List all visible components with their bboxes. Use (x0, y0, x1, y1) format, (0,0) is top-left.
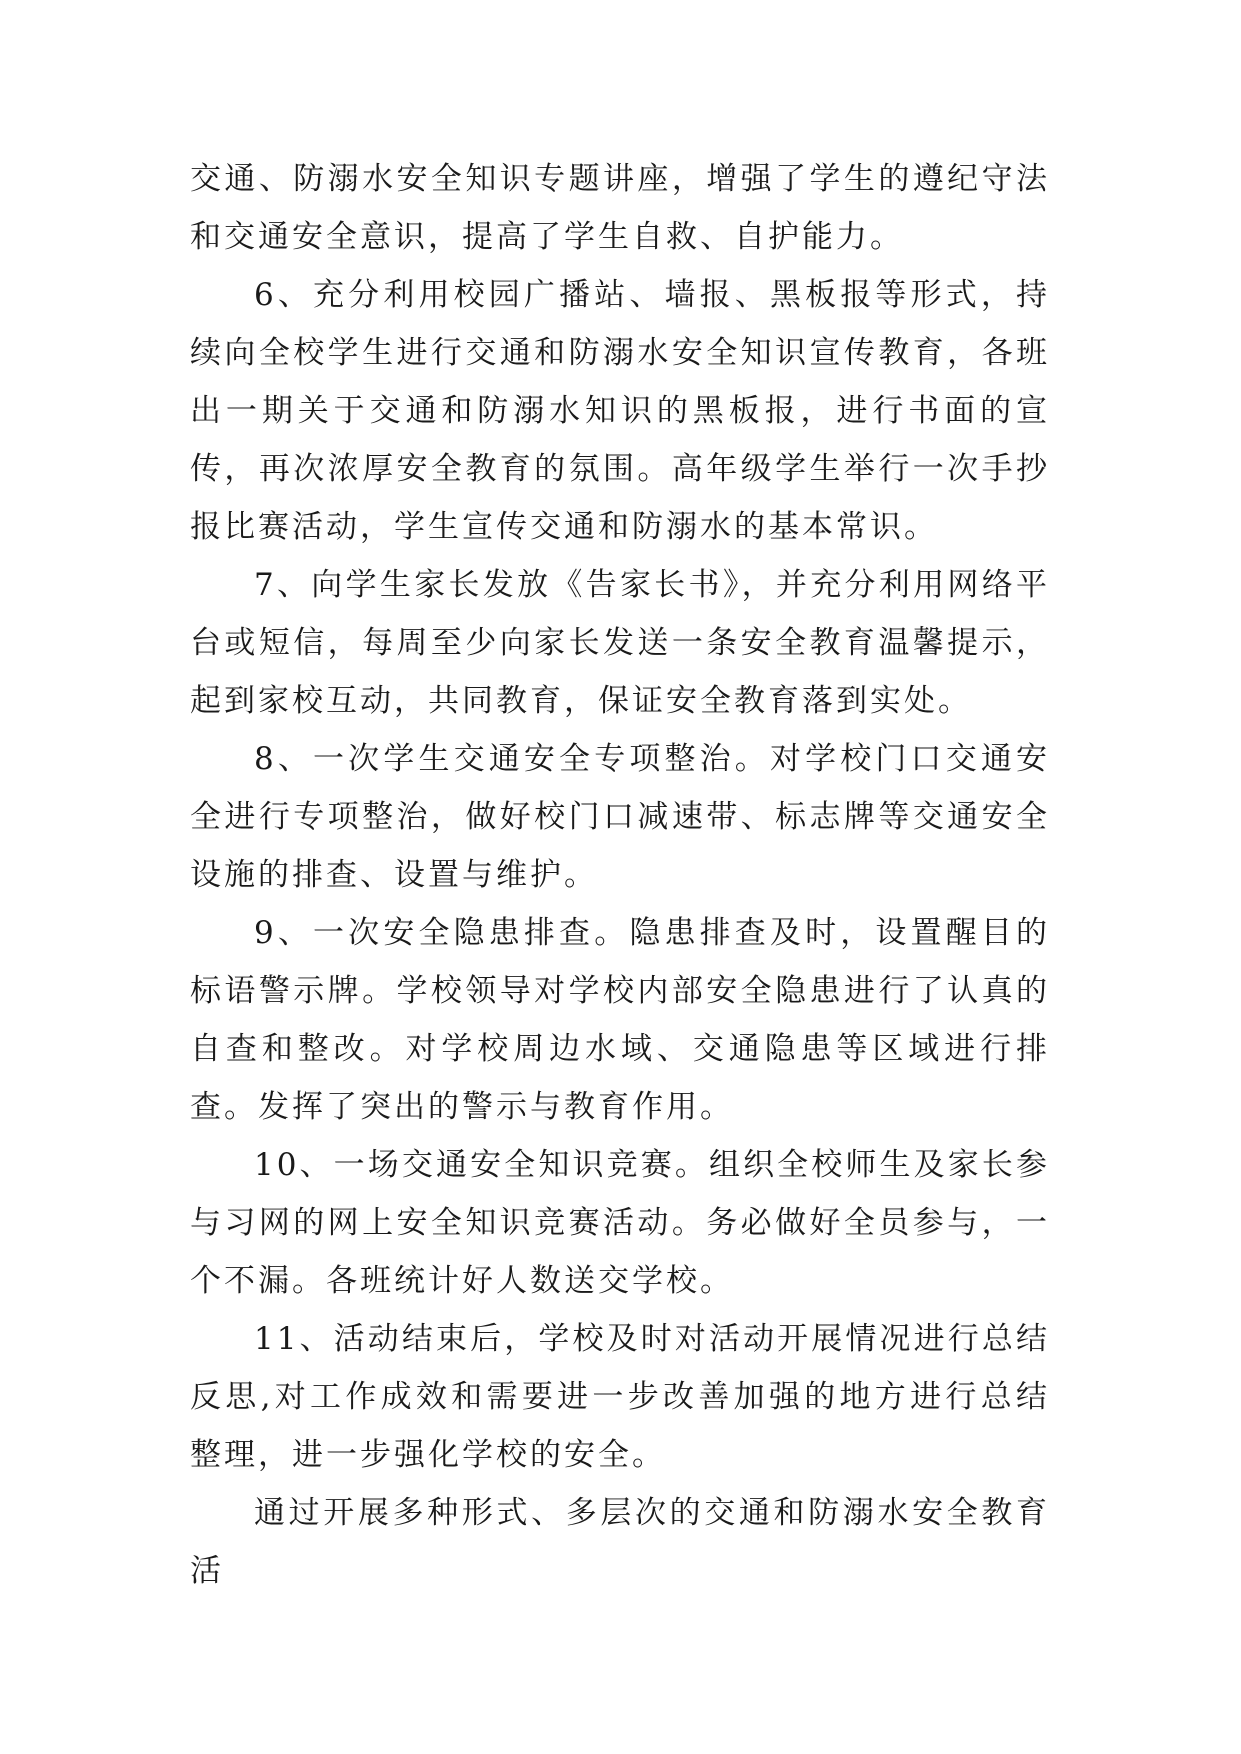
paragraph-item-7: 7、向学生家长发放《告家长书》，并充分利用网络平台或短信，每周至少向家长发送一条安全教育温馨提示，起到家校互动，共同教育，保证安全教育落到实处。 (190, 567, 1050, 719)
paragraph-continuation: 交通、防溺水安全知识专题讲座，增强了学生的遵纪守法和交通安全意识，提高了学生自救、自护能力。 (190, 161, 1050, 255)
paragraph-conclusion: 通过开展多种形式、多层次的交通和防溺水安全教育活 (190, 1495, 1050, 1589)
paragraph-item-6: 6、充分利用校园广播站、墙报、黑板报等形式，持续向全校学生进行交通和防溺水安全知识宣传教育，各班出一期关于交通和防溺水知识的黑板报，进行书面的宣传，再次浓厚安全教育的氛围。高年级学生举行一次手抄报比赛活动，学生宣传交通和防溺水的基本常识。 (190, 277, 1050, 545)
document-body (190, 150, 1050, 1600)
paragraph-item-11: 11、活动结束后，学校及时对活动开展情况进行总结反思,对工作成效和需要进一步改善加强的地方进行总结整理，进一步强化学校的安全。 (190, 1321, 1050, 1473)
paragraph-item-9: 9、一次安全隐患排查。隐患排查及时，设置醒目的标语警示牌。学校领导对学校内部安全隐患进行了认真的自查和整改。对学校周边水域、交通隐患等区域进行排查。发挥了突出的警示与教育作用。 (190, 915, 1050, 1125)
paragraph-item-10: 10、一场交通安全知识竞赛。组织全校师生及家长参与习网的网上安全知识竞赛活动。务必做好全员参与，一个不漏。各班统计好人数送交学校。 (190, 1147, 1050, 1299)
paragraph-item-8: 8、一次学生交通安全专项整治。对学校门口交通安全进行专项整治，做好校门口减速带、标志牌等交通安全设施的排查、设置与维护。 (190, 741, 1050, 893)
